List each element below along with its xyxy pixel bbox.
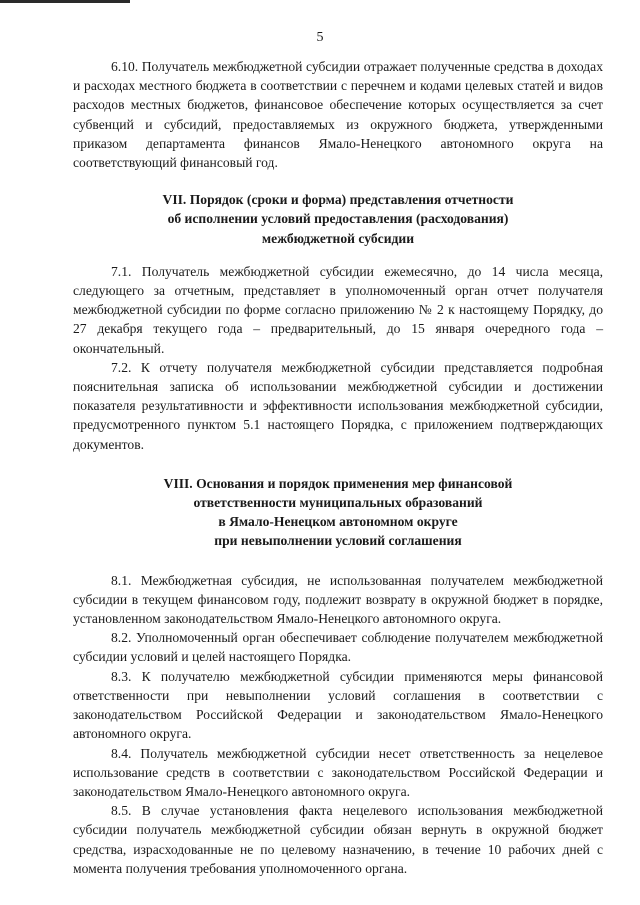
section-8-heading-line: VIII. Основания и порядок применения мер финансовой bbox=[163, 475, 513, 491]
paragraph-8-1: 8.1. Межбюджетная субсидия, не использованная получателем межбюджетной субсидии в текущем финансовом году, подлежит возврату в окружной бюджет в порядке, установленном законодательством Ямало-Ненецкого автономного округа. bbox=[73, 572, 603, 627]
section-7-heading bbox=[73, 190, 603, 248]
scan-edge-mark bbox=[0, 0, 130, 3]
section-7-heading-line: об исполнении условий предоставления (расходования) bbox=[167, 211, 509, 227]
section-8-heading-line: ответственности муниципальных образований bbox=[193, 495, 483, 511]
section-8-heading-line: при невыполнении условий соглашения bbox=[214, 533, 462, 549]
paragraph-8-3: 8.3. К получателю межбюджетной субсидии применяются меры финансовой ответственности при невыполнении условий соглашения в соответствии с законодательством Российской Федерации и законодательством Ямало-Ненецкого автономного округа. bbox=[73, 668, 603, 742]
paragraph-8-4: 8.4. Получатель межбюджетной субсидии несет ответственность за нецелевое использование средств в соответствии с законодательством Российской Федерации и законодательством Ямало-Ненецкого автономного округа. bbox=[73, 745, 603, 799]
section-8-heading-line: в Ямало-Ненецком автономном округе bbox=[218, 514, 458, 530]
section-7-heading-line: VII. Порядок (сроки и форма) представления отчетности bbox=[162, 192, 514, 208]
paragraph-8-5: 8.5. В случае установления факта нецелевого использования межбюджетной субсидии получатель межбюджетной субсидии обязан вернуть в окружной бюджет средства, израсходованные не по целевому назначению, в течение 10 рабочих дней с момента получения требования уполномоченного органа. bbox=[73, 803, 603, 876]
paragraph-7-1: 7.1. Получатель межбюджетной субсидии ежемесячно, до 14 числа месяца, следующего за отчетным, представляет в уполномоченный орган отчет получателя межбюджетной субсидии по форме согласно приложению № 2 к настоящему Порядку, до 27 декабря текущего года – предварительный, до 15 января очередного года – окончательный. bbox=[73, 263, 603, 356]
paragraph-6-10: 6.10. Получатель межбюджетной субсидии отражает полученные средства в доходах и расходах местного бюджета в соответствии с перечнем и кодами целевых статей и видов расходов местных бюджетов, финансовое обеспечение которых осуществляется за счет субвенций и субсидий, предоставляемых из окружного бюджета, утвержденными приказом департамента финансов Ямало-Ненецкого автономного округа на соответствующий финансовый год. bbox=[73, 59, 603, 171]
section-8-heading bbox=[73, 474, 603, 551]
page-number: 5 bbox=[316, 30, 324, 45]
section-7-heading-line: межбюджетной субсидии bbox=[261, 230, 415, 246]
document-body bbox=[73, 57, 603, 878]
paragraph-7-2: 7.2. К отчету получателя межбюджетной субсидии представляется подробная пояснительная записка об использовании межбюджетной субсидии и достижении показателя результативности и эффективности использования межбюджетной субсидии, предусмотренного пунктом 5.1 настоящего Порядка, с приложением подтверждающих документов. bbox=[73, 359, 603, 452]
paragraph-8-2: 8.2. Уполномоченный орган обеспечивает соблюдение получателем межбюджетной субсидии условий и целей настоящего Порядка. bbox=[73, 630, 603, 665]
